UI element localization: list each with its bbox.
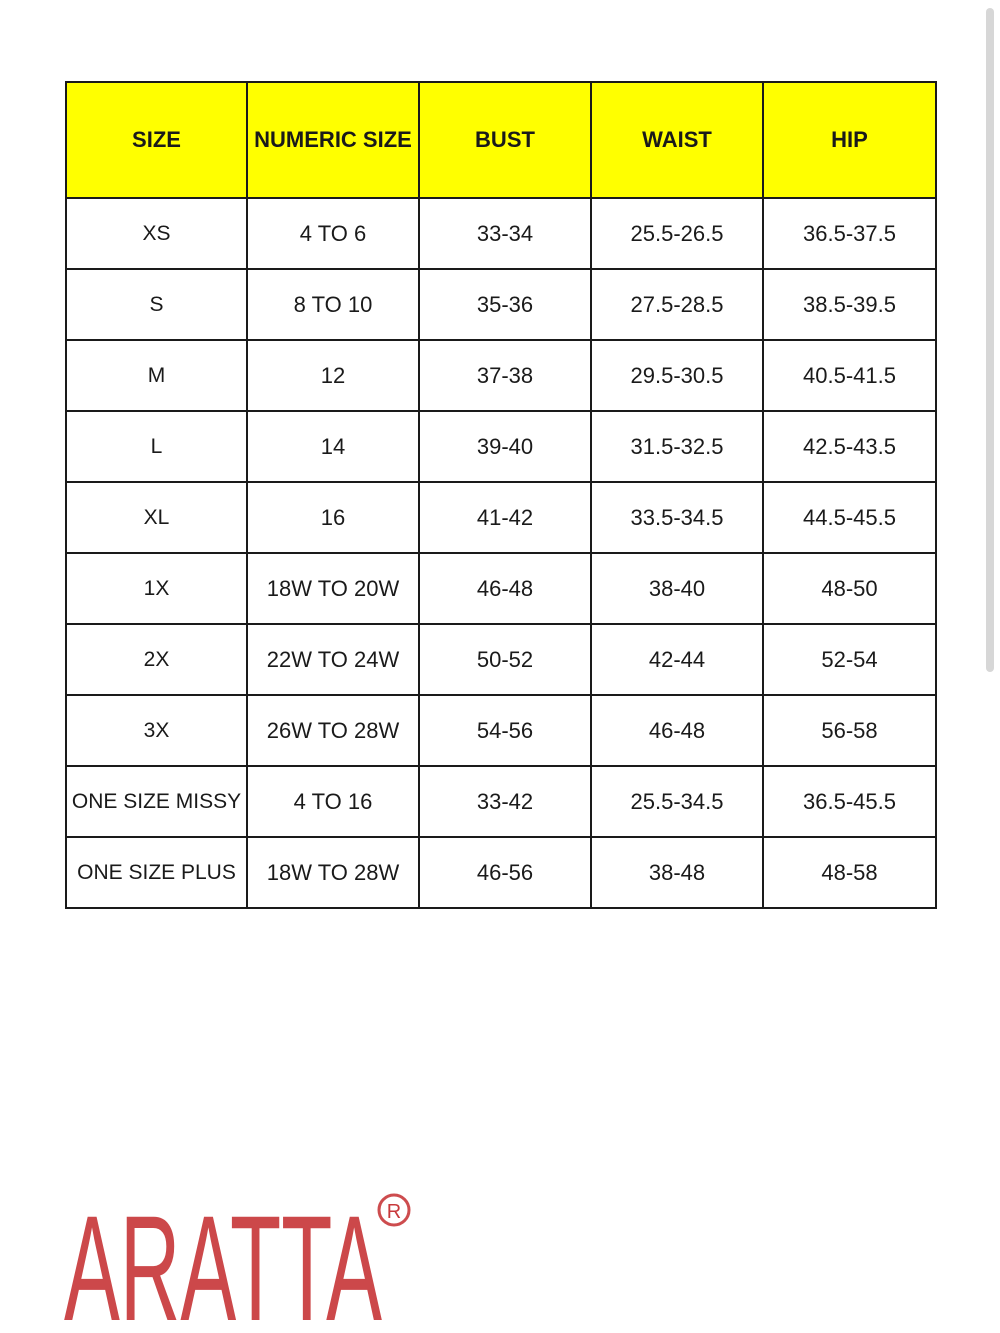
table-row <box>66 695 936 766</box>
cell-waist: 42-44 <box>591 624 763 695</box>
cell-numeric-size: 18W TO 28W <box>247 837 419 908</box>
cell-waist: 38-48 <box>591 837 763 908</box>
cell-waist: 33.5-34.5 <box>591 482 763 553</box>
table-row <box>66 553 936 624</box>
registered-mark: R <box>386 1201 402 1223</box>
cell-bust: 39-40 <box>419 411 591 482</box>
cell-numeric-size: 26W TO 28W <box>247 695 419 766</box>
cell-hip: 52-54 <box>763 624 936 695</box>
table-row <box>66 411 936 482</box>
scrollbar[interactable] <box>986 8 994 672</box>
cell-hip: 38.5-39.5 <box>763 269 936 340</box>
cell-waist: 27.5-28.5 <box>591 269 763 340</box>
cell-waist: 29.5-30.5 <box>591 340 763 411</box>
cell-waist: 25.5-26.5 <box>591 198 763 269</box>
cell-bust: 50-52 <box>419 624 591 695</box>
header-hip: HIP <box>763 82 936 198</box>
brand-name: ARATTA <box>64 1184 382 1325</box>
table-row <box>66 340 936 411</box>
cell-numeric-size: 22W TO 24W <box>247 624 419 695</box>
table-row <box>66 482 936 553</box>
cell-numeric-size: 12 <box>247 340 419 411</box>
cell-bust: 35-36 <box>419 269 591 340</box>
table-row <box>66 837 936 908</box>
header-row <box>66 82 936 198</box>
cell-numeric-size: 8 TO 10 <box>247 269 419 340</box>
cell-numeric-size: 4 TO 16 <box>247 766 419 837</box>
table-row <box>66 198 936 269</box>
cell-bust: 33-34 <box>419 198 591 269</box>
cell-hip: 48-58 <box>763 837 936 908</box>
header-size: SIZE <box>66 82 247 198</box>
cell-waist: 25.5-34.5 <box>591 766 763 837</box>
cell-bust: 33-42 <box>419 766 591 837</box>
cell-hip: 56-58 <box>763 695 936 766</box>
cell-waist: 38-40 <box>591 553 763 624</box>
cell-bust: 46-48 <box>419 553 591 624</box>
table-row <box>66 624 936 695</box>
header-waist: WAIST <box>591 82 763 198</box>
table-row <box>66 269 936 340</box>
cell-size: 1X <box>66 553 247 624</box>
cell-waist: 31.5-32.5 <box>591 411 763 482</box>
size-chart-table <box>65 81 937 909</box>
cell-size: L <box>66 411 247 482</box>
cell-hip: 48-50 <box>763 553 936 624</box>
table-row <box>66 766 936 837</box>
cell-size: ONE SIZE MISSY <box>66 766 247 837</box>
cell-hip: 36.5-45.5 <box>763 766 936 837</box>
cell-numeric-size: 14 <box>247 411 419 482</box>
cell-size: 3X <box>66 695 247 766</box>
cell-hip: 44.5-45.5 <box>763 482 936 553</box>
cell-numeric-size: 18W TO 20W <box>247 553 419 624</box>
cell-hip: 40.5-41.5 <box>763 340 936 411</box>
cell-numeric-size: 4 TO 6 <box>247 198 419 269</box>
cell-size: M <box>66 340 247 411</box>
cell-size: XS <box>66 198 247 269</box>
cell-bust: 54-56 <box>419 695 591 766</box>
cell-bust: 37-38 <box>419 340 591 411</box>
registered-trademark-icon <box>379 1195 409 1225</box>
cell-size: ONE SIZE PLUS <box>66 837 247 908</box>
cell-size: XL <box>66 482 247 553</box>
header-numeric-size: NUMERIC SIZE <box>247 82 419 198</box>
cell-hip: 42.5-43.5 <box>763 411 936 482</box>
cell-size: 2X <box>66 624 247 695</box>
cell-bust: 41-42 <box>419 482 591 553</box>
cell-waist: 46-48 <box>591 695 763 766</box>
cell-size: S <box>66 269 247 340</box>
header-bust: BUST <box>419 82 591 198</box>
cell-numeric-size: 16 <box>247 482 419 553</box>
cell-bust: 46-56 <box>419 837 591 908</box>
cell-hip: 36.5-37.5 <box>763 198 936 269</box>
aratta-logo <box>62 1180 422 1325</box>
